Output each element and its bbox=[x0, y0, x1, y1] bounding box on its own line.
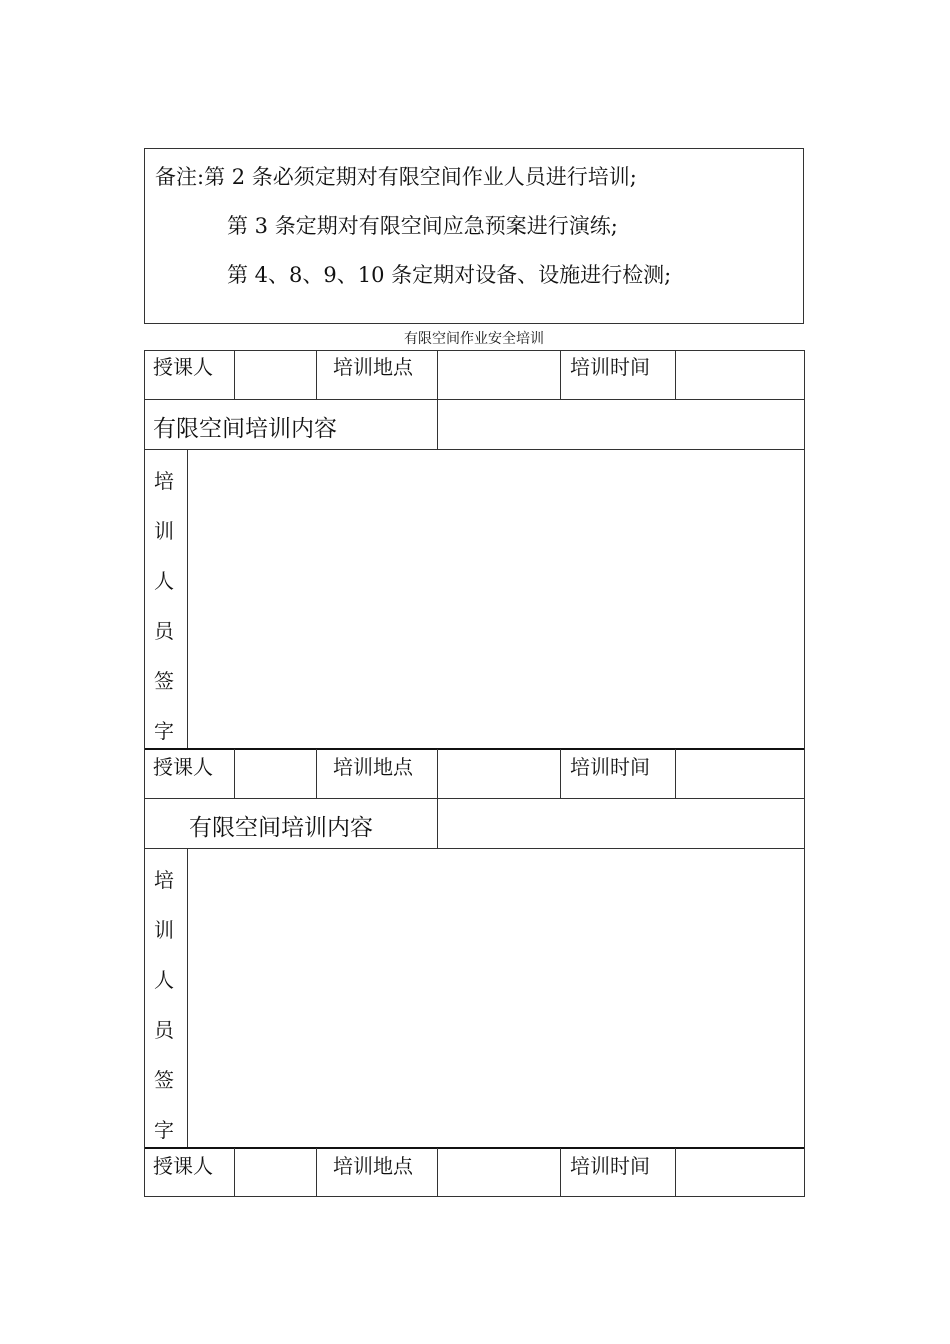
row-divider bbox=[144, 449, 805, 450]
col-divider bbox=[560, 350, 561, 399]
note-box bbox=[144, 148, 804, 324]
col-divider bbox=[560, 749, 561, 798]
col-divider bbox=[234, 350, 235, 399]
col-divider bbox=[234, 749, 235, 798]
sign-char: 字 bbox=[154, 1118, 174, 1142]
sign-char: 培 bbox=[154, 868, 174, 892]
note-line-1: 备注:第 2 条必须定期对有限空间作业人员进行培训; bbox=[155, 165, 637, 189]
col-divider bbox=[675, 749, 676, 798]
col-divider bbox=[316, 749, 317, 798]
location-label: 培训地点 bbox=[333, 1154, 413, 1178]
content-label: 有限空间培训内容 bbox=[189, 815, 373, 841]
teacher-label: 授课人 bbox=[153, 755, 213, 779]
col-divider bbox=[437, 749, 438, 798]
col-divider bbox=[437, 1148, 438, 1196]
col-divider bbox=[187, 449, 188, 748]
note-line-3: 第 4、8、9、10 条定期对设备、设施进行检测; bbox=[227, 263, 672, 287]
location-label: 培训地点 bbox=[333, 755, 413, 779]
col-divider bbox=[316, 350, 317, 399]
location-label: 培训地点 bbox=[333, 355, 413, 379]
sign-char: 签 bbox=[154, 1068, 174, 1092]
col-divider bbox=[437, 399, 438, 449]
col-divider bbox=[437, 350, 438, 399]
col-divider bbox=[187, 848, 188, 1147]
section-divider bbox=[144, 748, 805, 750]
sign-char: 人 bbox=[154, 968, 174, 992]
sign-char: 员 bbox=[154, 1018, 174, 1042]
note-line-2: 第 3 条定期对有限空间应急预案进行演练; bbox=[227, 214, 618, 238]
sign-char: 训 bbox=[154, 519, 174, 543]
col-divider bbox=[675, 350, 676, 399]
content-label: 有限空间培训内容 bbox=[153, 416, 337, 442]
table-border-bottom bbox=[144, 1196, 805, 1197]
sign-char: 人 bbox=[154, 569, 174, 593]
col-divider bbox=[437, 798, 438, 848]
table-border-left bbox=[144, 350, 145, 1197]
sign-char: 培 bbox=[154, 469, 174, 493]
row-divider bbox=[144, 399, 805, 400]
sign-char: 签 bbox=[154, 669, 174, 693]
sign-char: 训 bbox=[154, 918, 174, 942]
table-border-top bbox=[144, 350, 805, 351]
time-label: 培训时间 bbox=[570, 355, 650, 379]
sign-char: 字 bbox=[154, 719, 174, 743]
col-divider bbox=[316, 1148, 317, 1196]
time-label: 培训时间 bbox=[570, 755, 650, 779]
col-divider bbox=[234, 1148, 235, 1196]
time-label: 培训时间 bbox=[570, 1154, 650, 1178]
teacher-label: 授课人 bbox=[153, 355, 213, 379]
teacher-label: 授课人 bbox=[153, 1154, 213, 1178]
table-caption: 有限空间作业安全培训 bbox=[404, 331, 544, 347]
col-divider bbox=[560, 1148, 561, 1196]
row-divider bbox=[144, 798, 805, 799]
sign-char: 员 bbox=[154, 619, 174, 643]
col-divider bbox=[675, 1148, 676, 1196]
row-divider bbox=[144, 848, 805, 849]
section-divider bbox=[144, 1147, 805, 1149]
table-border-right bbox=[804, 350, 805, 1197]
